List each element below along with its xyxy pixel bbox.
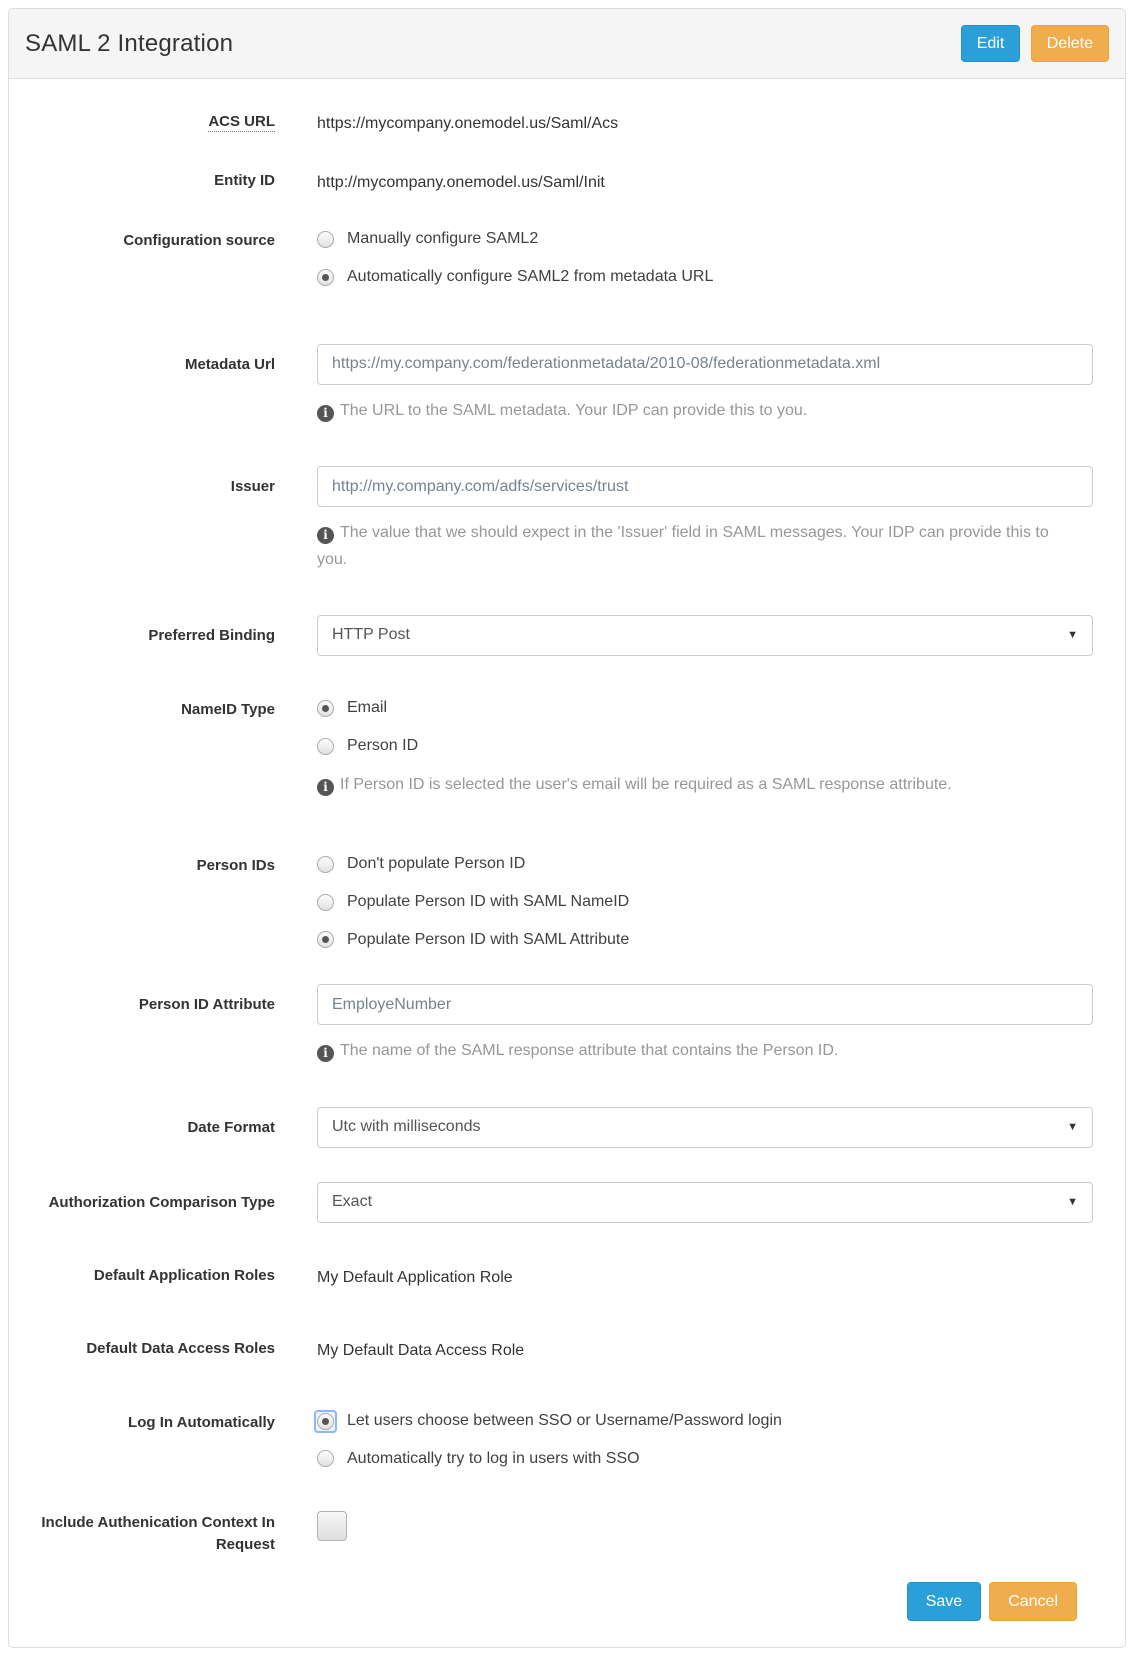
- radio-icon[interactable]: [317, 931, 334, 948]
- nameid-type-help: i If Person ID is selected the user's email will be required as a SAML response attribute.: [317, 772, 1077, 798]
- radio-icon[interactable]: [317, 894, 334, 911]
- person-ids-option-nameid[interactable]: Populate Person ID with SAML NameID: [317, 892, 1093, 913]
- configuration-source-label: Configuration source: [123, 232, 275, 250]
- metadata-url-help: i The URL to the SAML metadata. Your IDP can provide this to you.: [317, 398, 1077, 424]
- header-actions: [961, 25, 1109, 62]
- page-title: SAML 2 Integration: [25, 29, 234, 57]
- log-in-automatically-label: Log In Automatically: [128, 1413, 275, 1431]
- row-acs-url: [25, 111, 1093, 136]
- person-id-attribute-label: Person ID Attribute: [138, 996, 275, 1014]
- row-authorization-comparison-type: [25, 1182, 1093, 1223]
- nameid-option-person-id[interactable]: Person ID: [317, 736, 1093, 757]
- info-icon: i: [317, 527, 334, 544]
- row-include-auth-context: [25, 1511, 1093, 1556]
- radio-icon[interactable]: [317, 738, 334, 755]
- row-metadata-url: [25, 344, 1093, 424]
- radio-icon[interactable]: [317, 231, 334, 248]
- info-icon: i: [317, 405, 334, 422]
- row-log-in-automatically: [25, 1411, 1093, 1470]
- authorization-comparison-type-label: Authorization Comparison Type: [48, 1193, 275, 1211]
- person-ids-option-attribute[interactable]: Populate Person ID with SAML Attribute: [317, 930, 1093, 951]
- radio-icon[interactable]: [317, 1450, 334, 1467]
- row-person-id-attribute: [25, 984, 1093, 1064]
- row-preferred-binding: [25, 615, 1093, 656]
- issuer-label: Issuer: [230, 478, 275, 496]
- delete-button[interactable]: Delete: [1031, 25, 1109, 62]
- person-ids-option-dont-populate[interactable]: Don't populate Person ID: [317, 854, 1093, 875]
- row-default-application-roles: [25, 1265, 1093, 1290]
- default-application-roles-value: My Default Application Role: [317, 1268, 513, 1286]
- footer-actions: [25, 1582, 1093, 1621]
- config-source-option-automatic[interactable]: Automatically configure SAML2 from metadata URL: [317, 267, 1093, 288]
- metadata-url-input[interactable]: [317, 344, 1093, 385]
- issuer-input[interactable]: [317, 466, 1093, 507]
- default-data-access-roles-label: Default Data Access Roles: [86, 1339, 275, 1357]
- radio-icon[interactable]: [317, 700, 334, 717]
- entity-id-value: http://mycompany.onemodel.us/Saml/Init: [317, 174, 605, 192]
- person-id-attribute-help: i The name of the SAML response attribute that contains the Person ID.: [317, 1038, 1077, 1064]
- issuer-help: i The value that we should expect in the 'Issuer' field in SAML messages. Your IDP can provide this to you.: [317, 524, 1049, 568]
- radio-icon[interactable]: [317, 1413, 334, 1430]
- person-ids-label: Person IDs: [196, 856, 275, 874]
- login-option-automatic-sso[interactable]: Automatically try to log in users with SSO: [317, 1449, 1093, 1470]
- default-data-access-roles-value: My Default Data Access Role: [317, 1341, 525, 1359]
- radio-icon[interactable]: [317, 269, 334, 286]
- acs-url-label: ACS URL: [208, 113, 275, 131]
- preferred-binding-label: Preferred Binding: [148, 626, 275, 644]
- person-id-attribute-input[interactable]: [317, 984, 1093, 1025]
- radio-icon[interactable]: [317, 856, 334, 873]
- login-option-let-users-choose[interactable]: Let users choose between SSO or Username/Password login: [317, 1411, 1093, 1432]
- row-configuration-source: [25, 229, 1093, 288]
- row-person-ids: [25, 854, 1093, 950]
- row-default-data-access-roles: [25, 1338, 1093, 1363]
- row-nameid-type: [25, 698, 1093, 798]
- row-entity-id: [25, 170, 1093, 195]
- chevron-down-icon: ▼: [1067, 1121, 1078, 1134]
- focus-ring: [314, 1410, 337, 1433]
- info-icon: i: [317, 779, 334, 796]
- row-date-format: [25, 1107, 1093, 1148]
- date-format-select[interactable]: [317, 1107, 1093, 1148]
- preferred-binding-select[interactable]: [317, 615, 1093, 656]
- authorization-comparison-type-select[interactable]: [317, 1182, 1093, 1223]
- default-application-roles-label: Default Application Roles: [93, 1266, 275, 1284]
- saml-integration-panel: [8, 8, 1126, 1648]
- include-auth-context-label: Include Authenication Context In Request: [41, 1514, 275, 1554]
- panel-header: [9, 9, 1125, 79]
- edit-button[interactable]: Edit: [961, 25, 1021, 62]
- acs-url-value: https://mycompany.onemodel.us/Saml/Acs: [317, 115, 619, 133]
- row-issuer: [25, 466, 1093, 573]
- info-icon: i: [317, 1045, 334, 1062]
- panel-body: [9, 79, 1125, 1647]
- config-source-option-manual[interactable]: Manually configure SAML2: [317, 229, 1093, 250]
- selected-value: Utc with milliseconds: [332, 1118, 481, 1136]
- nameid-type-label: NameID Type: [181, 700, 275, 718]
- chevron-down-icon: ▼: [1067, 629, 1078, 642]
- save-button[interactable]: Save: [907, 1582, 981, 1621]
- entity-id-label: Entity ID: [214, 172, 275, 190]
- nameid-option-email[interactable]: Email: [317, 698, 1093, 719]
- chevron-down-icon: ▼: [1067, 1196, 1078, 1209]
- selected-value: Exact: [332, 1193, 373, 1211]
- metadata-url-label: Metadata Url: [184, 355, 275, 373]
- selected-value: HTTP Post: [332, 626, 410, 644]
- include-auth-context-checkbox[interactable]: [317, 1511, 347, 1541]
- date-format-label: Date Format: [187, 1118, 275, 1136]
- cancel-button[interactable]: Cancel: [989, 1582, 1077, 1621]
